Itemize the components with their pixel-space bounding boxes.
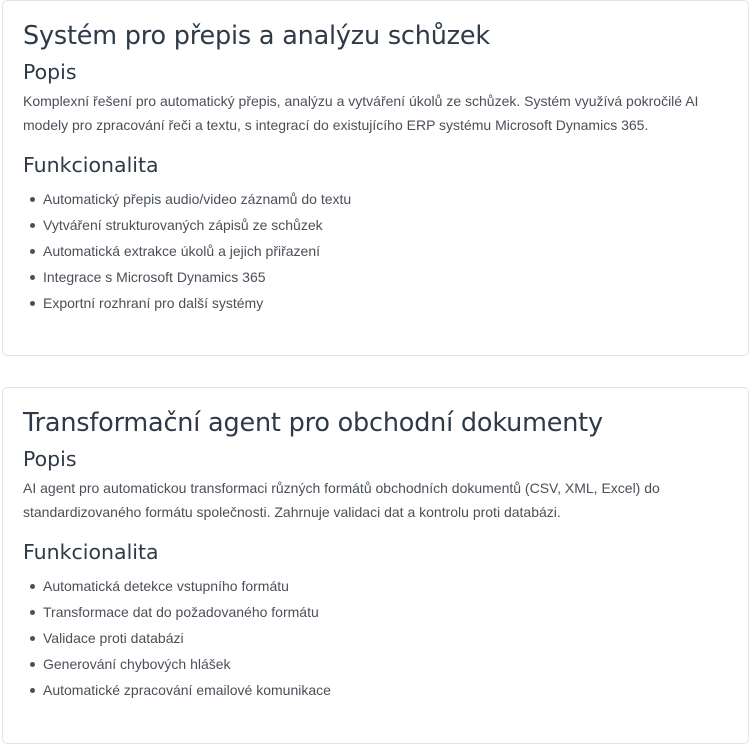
feature-label: Automatický přepis audio/video záznamů do textu [43,191,352,207]
feature-label: Integrace s Microsoft Dynamics 365 [43,269,266,285]
bullet-icon [30,584,35,589]
feature-label: Automatické zpracování emailové komunikace [43,682,331,698]
feature-item [43,625,730,651]
feature-item [43,599,730,625]
feature-label: Vytváření strukturovaných zápisů ze schůzek [43,217,323,233]
feature-label: Generování chybových hlášek [43,656,231,672]
feature-label: Automatická detekce vstupního formátu [43,578,289,594]
feature-label: Transformace dat do požadovaného formátu [43,604,319,620]
description-text: AI agent pro automatickou transformaci různých formátů obchodních dokumentů (CSV, XML, Excel) do standardizovaného formátu společnosti. Zahrnuje validaci dat a kontrolu proti databázi. [23,480,660,520]
feature-label: Exportní rozhraní pro další systémy [43,295,264,311]
feature-item [43,573,730,599]
card-title: Systém pro přepis a analýzu schůzek [23,21,490,51]
bullet-icon [30,301,35,306]
card-title: Transformační agent pro obchodní dokumenty [23,408,603,438]
bullet-icon [30,275,35,280]
bullet-icon [30,223,35,228]
features-heading: Funkcionalita [23,540,159,564]
feature-item [43,290,730,316]
feature-label: Automatická extrakce úkolů a jejich přiřazení [43,243,321,259]
feature-item [43,212,730,238]
feature-label: Validace proti databázi [43,630,184,646]
bullet-icon [30,610,35,615]
feature-item [43,238,730,264]
bullet-icon [30,197,35,202]
bullet-icon [30,662,35,667]
project-card [2,387,749,744]
description-text: Komplexní řešení pro automatický přepis, analýzu a vytváření úkolů ze schůzek. Systém využívá pokročilé AI modely pro zpracování řeči a textu, s integrací do existujícího ERP systému Microsoft Dynamics 365. [23,93,699,133]
features-heading: Funkcionalita [23,153,159,177]
features-list [23,186,730,316]
feature-item [43,677,730,703]
project-card [2,0,749,356]
feature-item [43,651,730,677]
bullet-icon [30,249,35,254]
description-heading: Popis [23,447,77,471]
feature-item [43,264,730,290]
bullet-icon [30,636,35,641]
description-heading: Popis [23,60,77,84]
bullet-icon [30,688,35,693]
feature-item [43,186,730,212]
features-list [23,573,730,703]
